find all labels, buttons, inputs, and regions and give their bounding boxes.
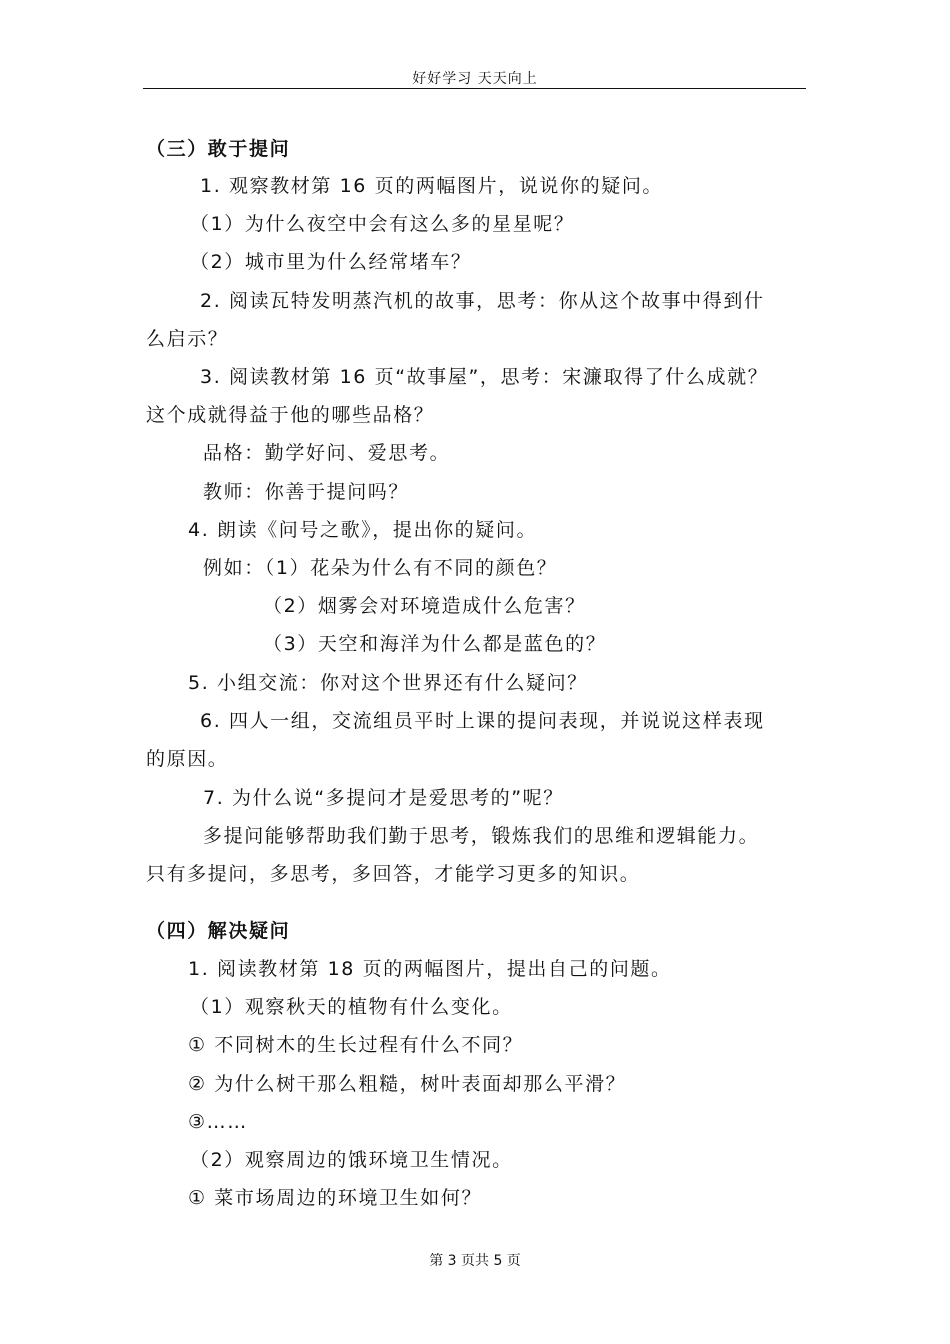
paragraph-line: 只有多提问，多思考，多回答，才能学习更多的知识。	[146, 863, 641, 885]
header-divider	[143, 88, 806, 89]
paragraph-line: （2）城市里为什么经常堵车？	[190, 251, 472, 273]
paragraph-line: （2）观察周边的饿环境卫生情况。	[190, 1149, 513, 1171]
paragraph-line: 4. 朗读《问号之歌》，提出你的疑问。	[188, 519, 538, 541]
paragraph-line: 3. 阅读教材第 16 页“故事屋”，思考：宋濂取得了什么成就？	[200, 366, 769, 388]
paragraph-line: 多提问能够帮助我们勤于思考，锻炼我们的思维和逻辑能力。	[203, 825, 760, 847]
paragraph-line: （1）观察秋天的植物有什么变化。	[190, 996, 513, 1018]
paragraph-line: 5. 小组交流：你对这个世界还有什么疑问？	[188, 672, 588, 694]
paragraph-line: 教师：你善于提问吗？	[203, 481, 410, 503]
paragraph-line: 2. 阅读瓦特发明蒸汽机的故事，思考：你从这个故事中得到什	[200, 290, 765, 312]
paragraph-line: 1. 阅读教材第 18 页的两幅图片，提出自己的问题。	[188, 958, 672, 980]
paragraph-line: 例如：（1）花朵为什么有不同的颜色？	[203, 557, 558, 579]
paragraph-line: 的原因。	[146, 748, 229, 770]
paragraph-line: 6. 四人一组，交流组员平时上课的提问表现，并说说这样表现	[200, 710, 765, 732]
paragraph-line: 品格：勤学好问、爱思考。	[203, 442, 451, 464]
paragraph-line: ② 为什么树干那么粗糙，树叶表面却那么平滑？	[188, 1073, 627, 1095]
paragraph-line: ① 菜市场周边的环境卫生如何？	[188, 1187, 483, 1209]
paragraph-line: 7. 为什么说“多提问才是爱思考的”呢？	[203, 787, 564, 809]
paragraph-line: （2）烟雾会对环境造成什么危害？	[263, 595, 586, 617]
paragraph-line: 这个成就得益于他的哪些品格？	[146, 404, 435, 426]
paragraph-line: （3）天空和海洋为什么都是蓝色的？	[263, 633, 607, 655]
page-footer-page-number: 第 3 页共 5 页	[429, 1253, 521, 1269]
paragraph-line: 1. 观察教材第 16 页的两幅图片，说说你的疑问。	[200, 175, 664, 197]
paragraph-line: （1）为什么夜空中会有这么多的星星呢？	[190, 213, 575, 235]
section-4-heading: （四）解决疑问	[146, 920, 291, 942]
section-3-heading: （三）敢于提问	[146, 138, 291, 160]
paragraph-line: 么启示？	[146, 328, 229, 350]
page-header-text: 好好学习 天天向上	[412, 71, 538, 87]
paragraph-line: ③……	[188, 1111, 248, 1133]
paragraph-line: ① 不同树木的生长过程有什么不同？	[188, 1034, 524, 1056]
